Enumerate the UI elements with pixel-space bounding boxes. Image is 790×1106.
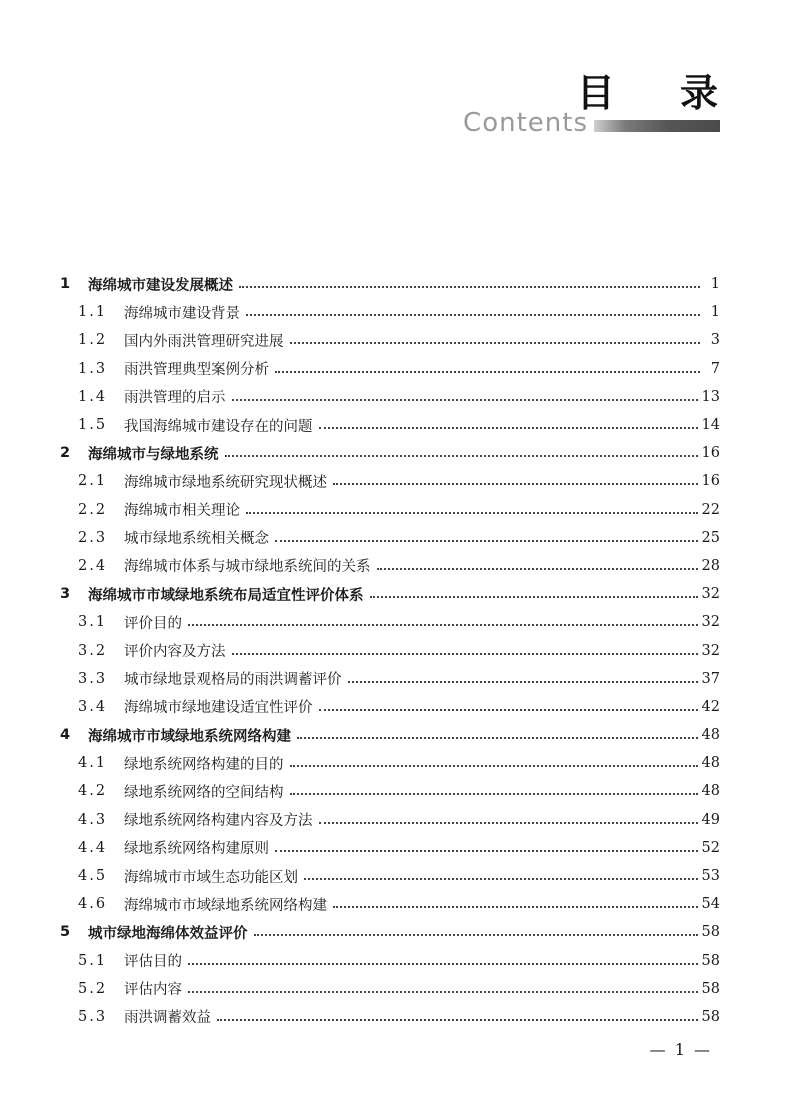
toc-section-entry[interactable] [60,749,720,777]
toc-entry-page: 3 [710,332,720,349]
toc-section-entry[interactable] [60,411,720,439]
toc-entry-number: 5 [60,924,71,941]
toc-entry-title: 海绵城市建设发展概述 [88,277,233,294]
dot-leader [188,624,698,626]
toc-section-entry[interactable] [60,834,720,862]
toc-entry-title: 城市绿地海绵体效益评价 [88,925,248,942]
toc-entry-title: 海绵城市体系与城市绿地系统间的关系 [124,559,371,576]
toc-entry-page: 52 [701,839,720,856]
toc-entry-title: 城市绿地系统相关概念 [124,531,269,548]
dot-leader [275,540,698,542]
toc-entry-number: 1.3 [78,360,108,377]
toc-entry-number: 1.5 [78,417,108,434]
decorative-bar [594,120,720,132]
toc-section-entry[interactable] [60,665,720,693]
toc-section-entry[interactable] [60,890,720,918]
toc-section-entry[interactable] [60,975,720,1003]
toc-entry-page: 16 [701,473,720,490]
toc-entry-number: 3 [60,586,71,603]
toc-section-entry[interactable] [60,862,720,890]
dot-leader [217,1019,698,1021]
dot-leader [275,371,700,373]
toc-entry-page: 58 [701,924,720,941]
dot-leader [290,342,701,344]
dot-leader [225,455,698,457]
toc-entry-title: 绿地系统网络构建内容及方法 [124,813,313,830]
toc-entry-page: 48 [701,755,720,772]
dot-leader [239,286,700,288]
toc-entry-page: 54 [701,896,720,913]
toc-entry-number: 2.4 [78,557,108,574]
toc-entry-page: 1 [710,304,720,321]
toc-entry-number: 2.2 [78,501,108,518]
toc-entry-number: 3.1 [78,614,108,631]
toc-section-entry[interactable] [60,467,720,495]
dot-leader [304,878,698,880]
toc-entry-number: 5.2 [78,980,108,997]
dot-leader [290,793,698,795]
toc-entry-page: 48 [701,727,720,744]
toc-entry-page: 1 [710,276,720,293]
toc-entry-title: 评价目的 [124,615,182,632]
toc-entry-number: 4.4 [78,839,108,856]
toc-entry-page: 58 [701,1008,720,1025]
dot-leader [333,483,698,485]
toc-entry-title: 海绵城市与绿地系统 [88,446,219,463]
toc-entry-title: 海绵城市市域绿地系统网络构建 [124,897,327,914]
toc-entry-page: 13 [701,388,720,405]
toc-entry-page: 25 [701,529,720,546]
toc-entry-page: 32 [701,642,720,659]
toc-section-entry[interactable] [60,608,720,636]
toc-entry-page: 58 [701,980,720,997]
dot-leader [319,709,698,711]
table-of-contents [60,270,720,1031]
toc-entry-title: 海绵城市绿地系统研究现状概述 [124,474,327,491]
toc-chapter-entry[interactable] [60,580,720,608]
dot-leader [319,427,698,429]
toc-entry-title: 绿地系统网络构建原则 [124,841,269,858]
toc-entry-page: 42 [701,698,720,715]
toc-section-entry[interactable] [60,1003,720,1031]
toc-chapter-entry[interactable] [60,918,720,946]
toc-entry-number: 4.5 [78,868,108,885]
toc-section-entry[interactable] [60,496,720,524]
toc-entry-title: 海绵城市市域生态功能区划 [124,869,298,886]
toc-chapter-entry[interactable] [60,721,720,749]
toc-entry-page: 37 [701,670,720,687]
dot-leader [377,568,698,570]
dot-leader [297,737,698,739]
toc-entry-number: 2 [60,445,71,462]
toc-entry-title: 评价内容及方法 [124,644,226,661]
toc-section-entry[interactable] [60,693,720,721]
toc-entry-title: 国内外雨洪管理研究进展 [124,333,284,350]
toc-section-entry[interactable] [60,383,720,411]
toc-entry-number: 2.3 [78,529,108,546]
dot-leader [290,765,698,767]
dot-leader [319,822,698,824]
toc-entry-title: 绿地系统网络的空间结构 [124,784,284,801]
toc-entry-number: 5.3 [78,1008,108,1025]
toc-entry-number: 4.1 [78,755,108,772]
page-number: — 1 — [649,1040,712,1059]
toc-entry-number: 5.1 [78,952,108,969]
toc-entry-number: 4.3 [78,811,108,828]
toc-entry-title: 海绵城市市域绿地系统布局适宜性评价体系 [88,587,364,604]
dot-leader [232,399,698,401]
dot-leader [188,963,698,965]
toc-entry-number: 1.4 [78,388,108,405]
dot-leader [254,934,698,936]
toc-entry-page: 7 [710,360,720,377]
toc-entry-page: 16 [701,445,720,462]
toc-entry-number: 1.2 [78,332,108,349]
toc-section-entry[interactable] [60,355,720,383]
toc-entry-number: 3.2 [78,642,108,659]
toc-entry-title: 雨洪管理典型案例分析 [124,362,269,379]
toc-entry-title: 评估目的 [124,954,182,971]
toc-entry-title: 海绵城市绿地建设适宜性评价 [124,700,313,717]
toc-entry-page: 53 [701,868,720,885]
toc-section-entry[interactable] [60,777,720,805]
toc-entry-page: 22 [701,501,720,518]
toc-entry-title: 城市绿地景观格局的雨洪调蓄评价 [124,672,342,689]
contents-subtitle: Contents [463,108,588,138]
toc-entry-number: 4.6 [78,896,108,913]
dot-leader [370,596,698,598]
toc-entry-page: 32 [701,586,720,603]
toc-chapter-entry[interactable] [60,439,720,467]
dot-leader [246,314,700,316]
toc-entry-number: 3.3 [78,670,108,687]
toc-entry-page: 48 [701,783,720,800]
toc-entry-number: 2.1 [78,473,108,490]
toc-entry-page: 49 [701,811,720,828]
toc-entry-title: 绿地系统网络构建的目的 [124,756,284,773]
toc-entry-title: 海绵城市相关理论 [124,503,240,520]
toc-section-entry[interactable] [60,636,720,664]
toc-entry-title: 海绵城市市域绿地系统网络构建 [88,728,291,745]
toc-section-entry[interactable] [60,552,720,580]
dot-leader [246,512,698,514]
toc-entry-title: 海绵城市建设背景 [124,305,240,322]
toc-section-entry[interactable] [60,947,720,975]
toc-section-entry[interactable] [60,524,720,552]
toc-entry-number: 4.2 [78,783,108,800]
toc-section-entry[interactable] [60,326,720,354]
toc-entry-page: 14 [701,417,720,434]
toc-chapter-entry[interactable] [60,270,720,298]
toc-entry-title: 雨洪管理的启示 [124,390,226,407]
dot-leader [275,850,698,852]
toc-entry-page: 32 [701,614,720,631]
toc-entry-title: 我国海绵城市建设存在的问题 [124,418,313,435]
dot-leader [348,681,698,683]
toc-entry-title: 评估内容 [124,982,182,999]
dot-leader [232,653,698,655]
dot-leader [333,906,698,908]
toc-entry-number: 3.4 [78,698,108,715]
toc-entry-page: 28 [701,557,720,574]
toc-entry-number: 1 [60,276,71,293]
toc-section-entry[interactable] [60,806,720,834]
toc-entry-number: 4 [60,727,71,744]
dot-leader [188,991,698,993]
page-title: 目 录 [576,71,744,115]
contents-heading [463,108,720,138]
toc-entry-number: 1.1 [78,304,108,321]
toc-entry-title: 雨洪调蓄效益 [124,1010,211,1027]
toc-entry-page: 58 [701,952,720,969]
toc-section-entry[interactable] [60,298,720,326]
